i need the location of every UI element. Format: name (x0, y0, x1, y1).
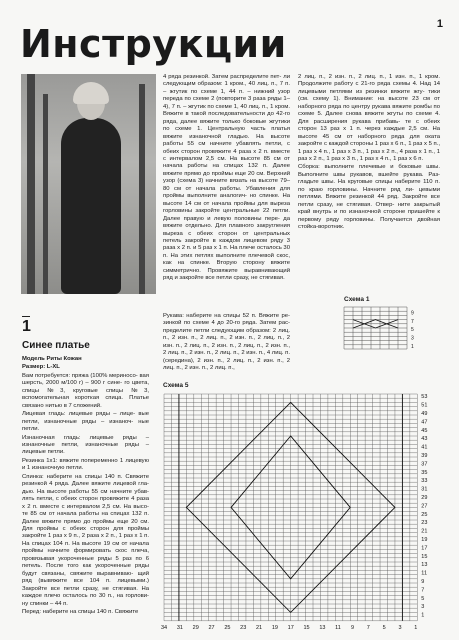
row-number: 33 (421, 478, 428, 485)
row-number: 41 (421, 444, 428, 451)
number-rule (22, 316, 30, 317)
row-number: 5 (411, 327, 414, 334)
tree-trunk (139, 84, 145, 294)
row-number: 47 (421, 419, 428, 426)
row-number: 3 (421, 604, 425, 611)
model-hair (73, 82, 109, 104)
assembly-instructions: Сборка: выполните плечевые и боковые швы. Выполните швы рукавов, вшейте рукава. Раз- гладьте швы. На круговые спицы наберите 110 п. по краю горловины. Начните ряд ли- цевыми петлями. Вяжите резинкой 44 ряд. Закройте все петли сразу, не стягивая. Отвер- ните закрытый край внутрь и по изнаночной стороне пришейте к первому ряду горловины. Получается двойная стойка-воротник. (298, 164, 440, 231)
stitch-rib: Резинка 1х1: вяжите попеременно 1 лицевую и 1 изнаночную петли. (22, 457, 149, 472)
model-photo (21, 74, 156, 294)
column-2-bottom (163, 313, 290, 374)
scheme-5-label: Схема 5 (163, 382, 189, 389)
row-number: 5 (421, 595, 425, 602)
column-2-top (163, 74, 290, 284)
model-author: Модель Риты Кожан (22, 356, 82, 362)
column-number: 1 (414, 624, 418, 631)
front-start: Перед: наберите на спицы 140 п. Свяжите (22, 608, 139, 615)
row-number: 25 (421, 511, 428, 518)
row-number: 3 (411, 335, 414, 342)
row-number: 21 (421, 528, 428, 535)
row-number: 11 (421, 570, 428, 577)
column-number: 5 (382, 624, 386, 631)
column-number: 34 (161, 624, 168, 631)
column-number: 3 (398, 624, 402, 631)
row-number: 23 (421, 520, 428, 527)
page-title: Инструкции (20, 22, 287, 66)
row-number: 13 (421, 562, 428, 569)
column-number: 21 (255, 624, 263, 631)
tree-trunk (27, 74, 35, 294)
page-number: 1 (436, 18, 443, 30)
row-number: 35 (421, 469, 428, 476)
column-number: 19 (271, 624, 278, 631)
row-number: 1 (411, 344, 414, 350)
row-number: 49 (421, 411, 428, 417)
column-3 (298, 74, 440, 233)
column-number: 13 (319, 624, 326, 631)
row-number: 43 (421, 436, 428, 443)
column-number: 23 (240, 624, 247, 631)
row-number: 27 (421, 503, 428, 510)
stitch-stockinette: Лицевая гладь: лицевые ряды – лице- вые петли, изнаночные ряды – изнаноч- ные петли. (22, 411, 149, 433)
article-title: Синее платье (22, 340, 90, 351)
materials-paragraph: Вам потребуется: пряжа (100% мериносо- вая шерсть, 2000 м/100 г) – 900 г сине- го цвета, спицы №3, круговые спицы №3, вспомогательная короткая спица. Платье связано нитью в 7 сложений. (22, 372, 149, 409)
front-instructions: 4 ряда резинкой. Затем распределите пет- ли следующим образом: 1 кром., 40 лиц. п., 7 п. – жгутик по схеме 1, 44 п. – нижний узор переда по схеме 2 (повторите 3 раза ряды 1–4), 7 п. – жгутик по схеме 1, 40 лиц. п., 1 кром. Вяжите в такой последовательности до 42-го ряда, далее вяжите только боковые жгутики по схеме 1. Центральную часть платья вяжите изнаночной гладью. На высоте работы 55 см начните убавлять петли, с обеих сторон провяжите 4 раза х 2 п. вместе с интервалом 2,5 см. На высоте 85 см от начала работы на спицах 132 п. Далее вяжите прямо до проймы еще 20 см. Верхний узор (схема 3) начните вязать на высоте 79–80 см от начала работы. Убавления для проймы выполните аналогич- но спинке. На высоте 14 см от начала проймы для выреза горловины закройте центральные 22 петли. Далее правую и левую половины пере- да вяжите отдельно. Для плавного закругления выреза с обеих сторон от центральных петель закройте в каждом лицевом ряду 3 раза х 2 п. и 5 раз х 1 п. На плече осталось 30 п. На этих петлях выполните плечевой скос, как на спинке. Вторую сторону вяжите симметрично. Провяжите выравнивающий ряд и закройте все петли сразу, не стягивая. (163, 74, 290, 282)
row-number: 9 (421, 579, 425, 585)
row-number: 7 (421, 587, 425, 594)
row-number: 17 (421, 545, 428, 552)
size-line: Размер: L-XL (22, 364, 60, 371)
row-number: 19 (421, 537, 428, 543)
row-number: 7 (411, 318, 414, 325)
row-number: 31 (421, 486, 428, 493)
column-number: 17 (287, 624, 294, 631)
column-number: 29 (192, 624, 199, 631)
column-number: 27 (208, 624, 215, 631)
stitch-reverse: Изнаночная гладь: лицевые ряды – изнаночные петли, изнаночные ряды – лицевые петли. (22, 434, 149, 456)
column-number: 9 (350, 624, 355, 631)
column-number: 7 (366, 624, 370, 631)
column-1 (22, 356, 149, 617)
row-number: 45 (421, 427, 428, 434)
article-number: 1 (22, 318, 31, 335)
sleeve-continued: 2 лиц. п., 2 изн. п., 2 лиц. п., 1 изн. п., 1 кром. Продолжите работу с 21-го ряда схемы 4. Над 14 лицевыми петлями из резинки вяжите жгу- тики (см. схему 1). Внимание: на высоте 23 см от наборного ряда по центру рукава вяжите ромбы по схеме 5. Далее снова вяжите жгуты по схеме 4. Для расширения рукава прибавь- те с обеих сторон 13 раз х 1 п. через каждые 2,5 см. На высоте 45 см от наборного ряда для оката закройте с каждой стороны 1 раз х 6 п., 1 раз х 5 п., 1 раз х 4 п., 1 раз х 3 п., 1 раз х 2 п., 4 раза х 1 п., 1 раз х 2 п., 1 раз х 3 п., 1 раз х 4 п., 1 раз х 6 п. (298, 74, 440, 162)
back-instructions: Спинка: наберите на спицы 140 п. Свяжите резинкой 4 ряда. Далее вяжите лицевой гла- дью. На высоте работы 55 см начните убав- лять петли, с обеих сторон провяжите 4 раза х 2 п. вместе с интервалом 2,5 см. На высо- те 85 см от начала работы на спицах 132 п. Далее вяжите прямо до проймы еще 20 см. Для проймы с обеих сторон для проймы закройте 1 раз х 9 п., 2 раза х 2 п., 1 раз х 1 п. На спицах 104 п. На высоте 19 см от начала проймы начните формировать скос плеча, провязывая укороченные ряды 5 раз по 6 петель. После того как укороченные ряды будут связаны, свяжите выравниваю- щий ряд (вывяжите все 104 п. лицевыми.) Закройте все петли сразу, не стягивая. На каждое плечо осталось по 30 п., на горлови- ну спинки – 44 п. (22, 473, 149, 607)
row-number: 53 (421, 394, 428, 401)
column-number: 15 (303, 624, 310, 631)
row-number: 15 (421, 553, 428, 560)
row-number: 51 (421, 402, 428, 409)
row-number: 29 (421, 495, 428, 501)
row-number: 39 (421, 453, 428, 459)
row-number: 37 (421, 461, 428, 468)
scheme-1-label: Схема 1 (344, 296, 370, 303)
row-number: 9 (411, 310, 414, 317)
scheme-1-chart (342, 305, 442, 355)
column-number: 31 (176, 624, 183, 631)
row-number: 1 (421, 612, 425, 619)
sleeve-instructions: Рукава: наберите на спицы 52 п. Вяжите ре- зинкой по схеме 4 до 20-го ряда. Затем рас- пределите петли следующим образом: 2 лиц. п., 2 изн. п., 2 лиц. п., 2 изн. п., 2 лиц. п., 2 изн. п., 2 лиц. п., 2 изн. п., 2 лиц. п., 2 изн. п., 2 лиц. п., 2 изн. п., 2 лиц. п., 2 изн. п., 4 лиц. п. (середина), 2 изн. п., 2 лиц. п., 2 изн. п., 2 лиц. п., 2 изн. п., 2 лиц. п., (163, 313, 290, 372)
scheme-5-chart (160, 390, 450, 638)
column-number: 25 (224, 624, 231, 631)
tree-trunk (43, 94, 48, 294)
column-number: 11 (335, 624, 341, 631)
dress-figure (61, 118, 121, 294)
